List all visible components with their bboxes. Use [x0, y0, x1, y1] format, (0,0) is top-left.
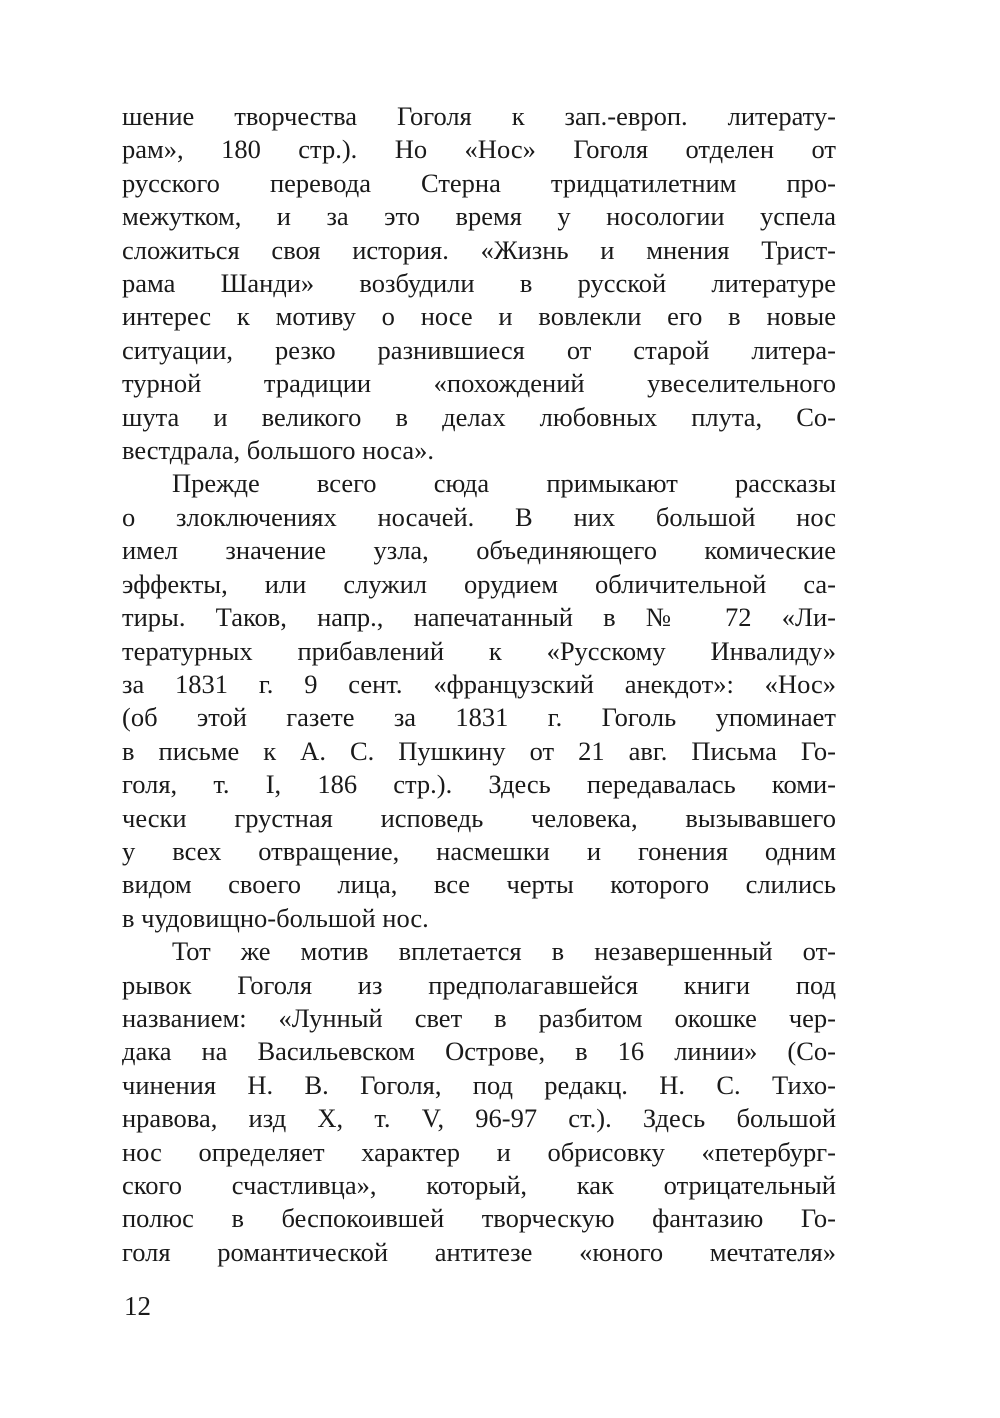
text-line: дака на Васильевском Острове, в 16 линии» (Со- [122, 1036, 836, 1067]
text-line: межутком, и за это время у носологии успела [122, 201, 836, 232]
text-line: вестдрала, большого носа». [122, 435, 434, 466]
text-line: ского счастливца», который, как отрицательный [122, 1170, 836, 1200]
page-number: 12 [124, 1291, 151, 1321]
text-line: тиры. Таков, напр., напечатанный в № 72 «Ли- [122, 602, 836, 633]
text-line: у всех отвращение, насмешки и гонения одним [122, 835, 836, 866]
text-line: шение творчества Гоголя к зап.-европ. литерату- [122, 101, 836, 131]
text-line: имел значение узла, объединяющего комические [122, 535, 836, 566]
text-line: интерес к мотиву о носе и вовлекли его в новые [122, 301, 836, 332]
text-line: полюс в беспокоившей творческую фантазию Го- [122, 1203, 836, 1234]
text-line: шута и великого в делах любовных плута, Со- [122, 401, 836, 432]
text-line: нос определяет характер и обрисовку «петербург- [122, 1136, 836, 1167]
text-line: сложиться своя история. «Жизнь и мнения Трист- [122, 234, 836, 265]
text-line: ситуации, резко разнившиеся от старой литера- [122, 334, 836, 365]
text-line: эффекты, или служил орудием обличительной са- [122, 568, 836, 599]
text-line: русского перевода Стерна тридцатилетним про- [122, 167, 836, 198]
text-line: рама Шанди» возбудили в русской литературе [122, 268, 836, 299]
page-text [122, 100, 836, 1269]
text-line: голя романтической антитезе «юного мечтателя» [122, 1236, 836, 1267]
text-line: чинения Н. В. Гоголя, под редакц. Н. С. Тихо- [122, 1069, 836, 1100]
text-line: видом своего лица, все черты которого слились [122, 869, 836, 900]
text-line: Тот же мотив вплетается в незавершенный от- [172, 936, 836, 967]
text-line: голя, т. I, 186 стр.). Здесь передавалась коми- [122, 769, 836, 800]
text-line: нравова, изд X, т. V, 96-97 ст.). Здесь большой [122, 1103, 836, 1134]
text-line: рам», 180 стр.). Но «Нос» Гоголя отделен от [122, 134, 836, 165]
text-line: турной традиции «похождений увеселительного [122, 368, 836, 399]
text-line: за 1831 г. 9 сент. «французский анекдот»: «Нос» [122, 668, 836, 699]
text-line: чески грустная исповедь человека, вызывавшего [122, 802, 836, 833]
text-line: в письме к А. С. Пушкину от 21 авг. Письма Го- [122, 735, 836, 766]
text-line: в чудовищно-большой нос. [122, 902, 429, 933]
text-line: названием: «Лунный свет в разбитом окошке чер- [122, 1002, 836, 1033]
text-line: тературных прибавлений к «Русскому Инвалиду» [122, 635, 836, 666]
text-line: (об этой газете за 1831 г. Гоголь упоминает [122, 702, 836, 733]
paragraph [122, 467, 836, 935]
paragraph [122, 100, 836, 467]
text-line: Прежде всего сюда примыкают рассказы [172, 468, 836, 499]
text-line: о злоключениях носачей. В них большой нос [122, 501, 836, 532]
text-line: рывок Гоголя из предполагавшейся книги под [122, 969, 836, 1000]
paragraph [122, 935, 836, 1269]
